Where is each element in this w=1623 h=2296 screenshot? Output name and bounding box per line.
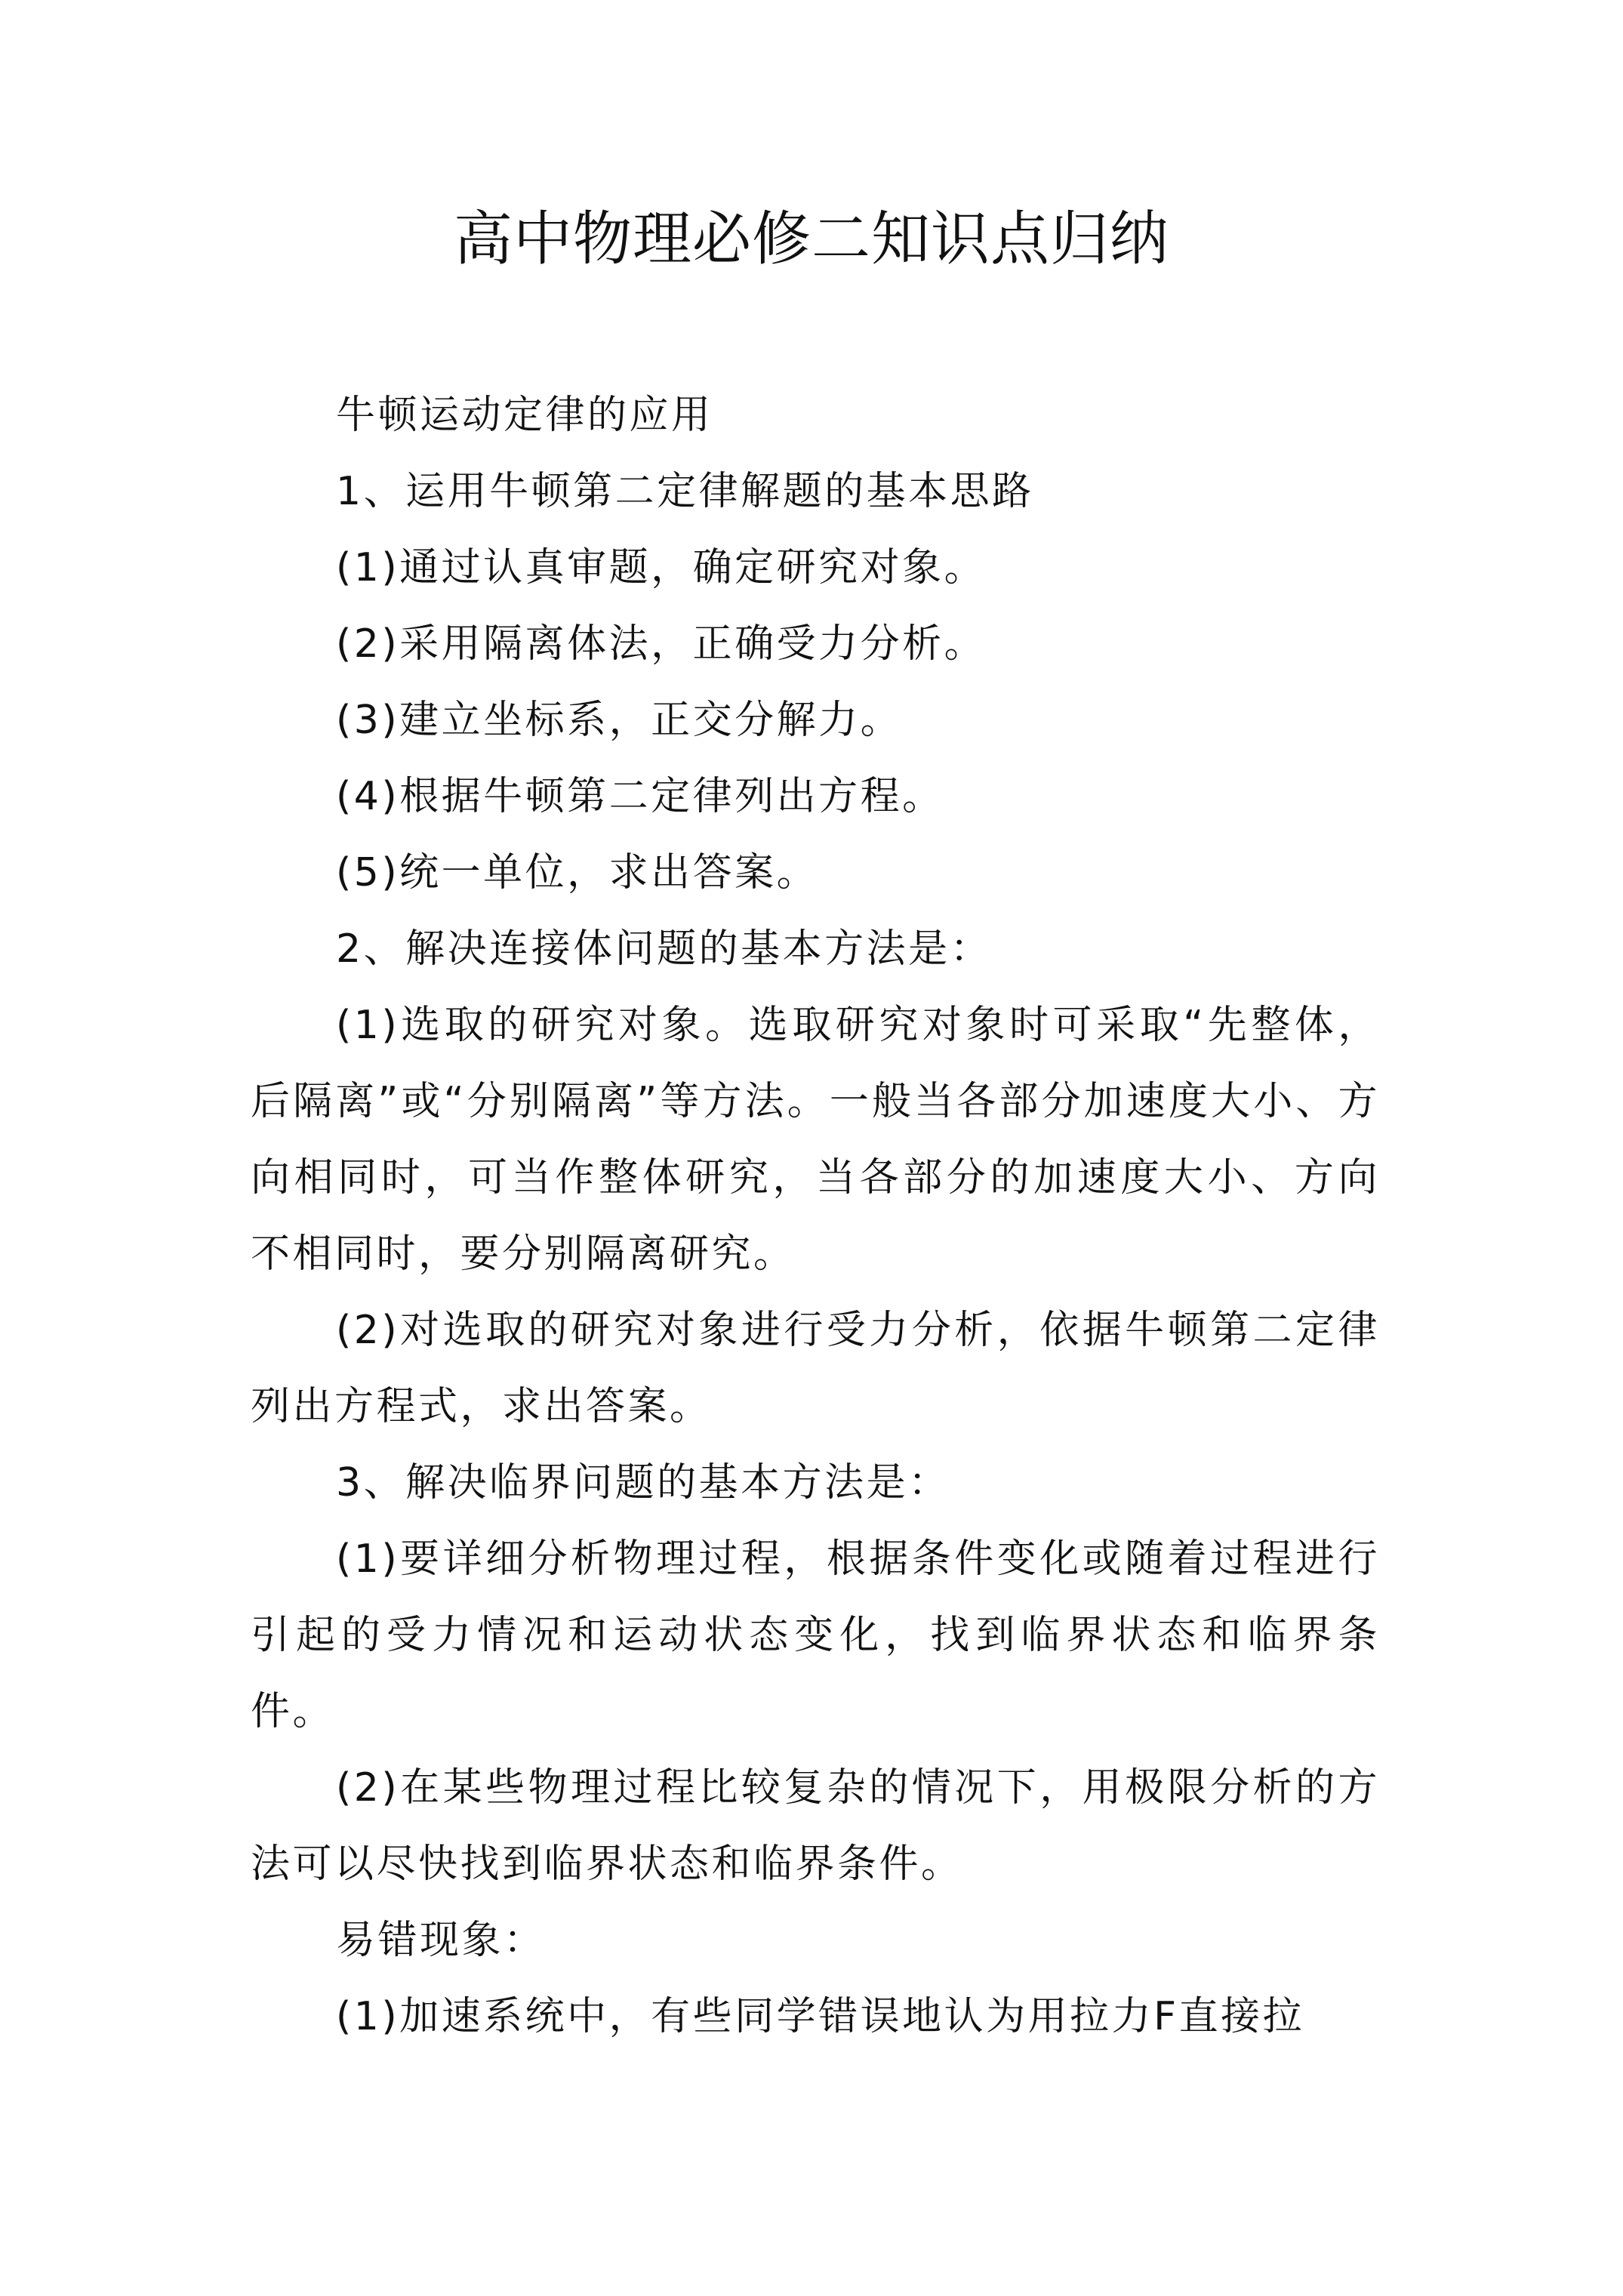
numbered-heading: 2、解决连接体问题的基本方法是： [336,926,993,972]
section-heading: 牛顿运动定律的应用 [336,393,713,438]
list-item: (1)选取的研究对象。选取研究对象时可采取“先整体，后隔离”或“分别隔离”等方法。一般当各部分加速度大小、方向相同时，可当作整体研究，当各部分的加速度大小、方向不相同时，要分别隔离研究。 [251,1003,1380,1277]
list-item: (4)根据牛顿第二定律列出方程。 [336,774,944,819]
document-title: 高中物理必修二知识点归纳 [453,205,1169,273]
document-body [251,378,1380,2055]
numbered-heading: 1、运用牛顿第二定律解题的基本思路 [336,469,1034,514]
list-item: (5)统一单位，求出答案。 [336,850,819,895]
list-item: (2)在某些物理过程比较复杂的情况下，用极限分析的方法可以尽快找到临界状态和临界条件。 [251,1765,1380,1887]
list-item: (2)对选取的研究对象进行受力分析，依据牛顿第二定律列出方程式，求出答案。 [251,1308,1380,1429]
section-heading: 易错现象： [336,1918,546,1963]
list-item: (2)采用隔离体法，正确受力分析。 [336,621,987,667]
numbered-heading: 3、解决临界问题的基本方法是： [336,1460,950,1505]
list-item: (1)要详细分析物理过程，根据条件变化或随着过程进行引起的受力情况和运动状态变化，找到临界状态和临界条件。 [251,1536,1380,1734]
list-item: (3)建立坐标系，正交分解力。 [336,698,903,743]
list-item: (1)加速系统中，有些同学错误地认为用拉力F直接拉 [336,1994,1305,2039]
list-item: (1)通过认真审题，确定研究对象。 [336,545,987,590]
